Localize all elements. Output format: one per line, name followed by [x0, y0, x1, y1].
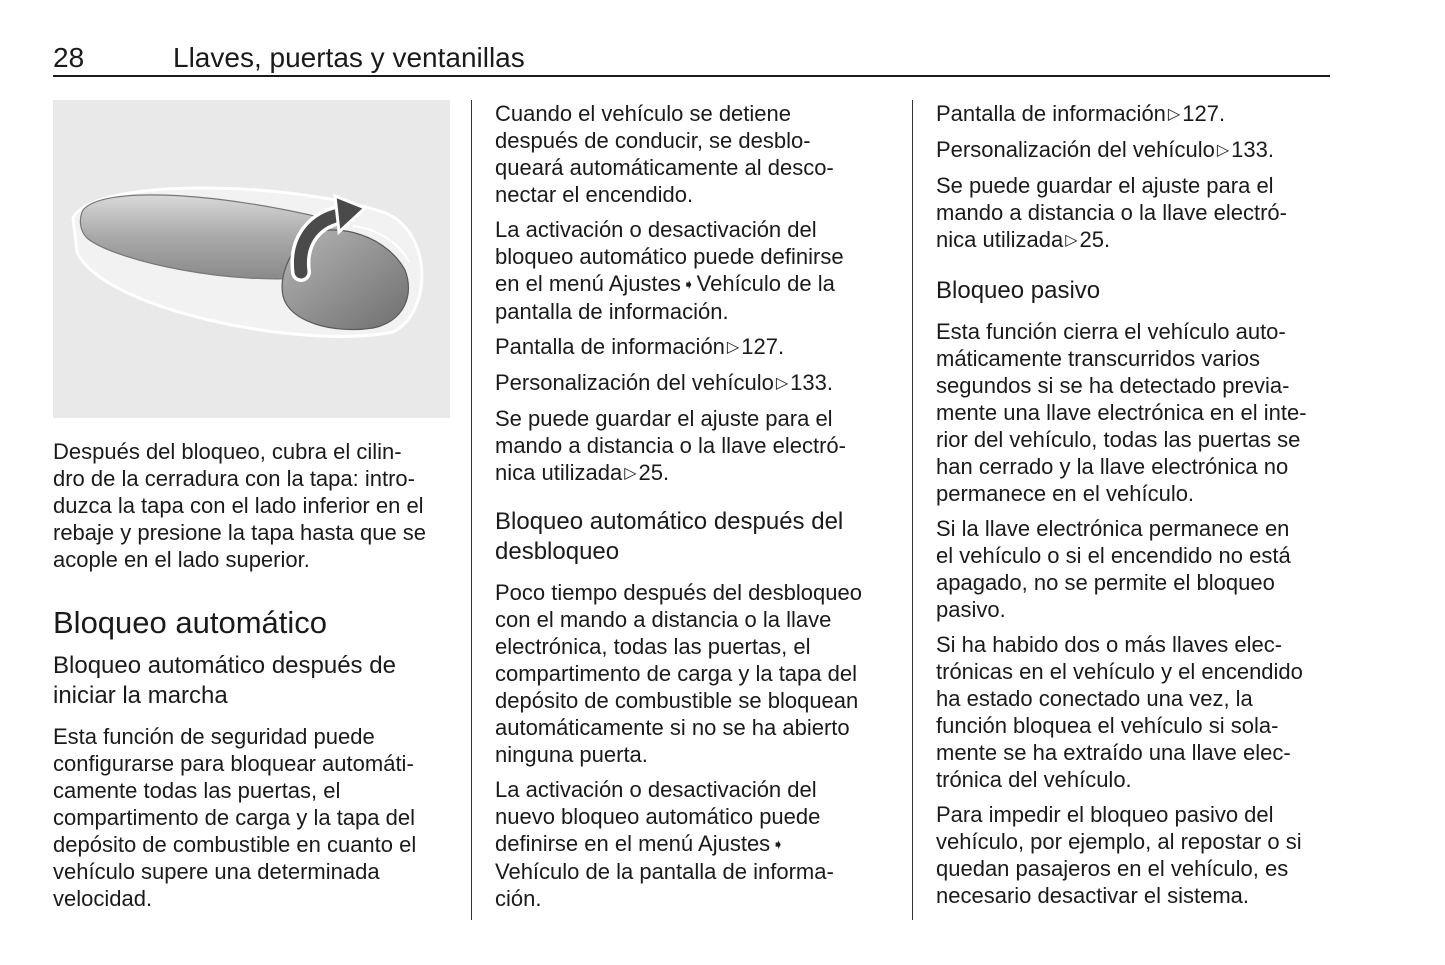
column-divider — [912, 100, 913, 920]
cross-reference[interactable]: Personalización del vehículo ▷133. — [495, 370, 833, 395]
section-title: Llaves, puertas y ventanillas — [173, 42, 525, 73]
page-number: 28 — [53, 42, 85, 73]
reference-arrow-icon: ▷ — [775, 375, 789, 392]
paragraph: Para impedir el bloqueo pasivo del vehículo, por ejemplo, al repostar o si quedan pasajeros en el vehículo, es necesario desactivar el sistema. — [936, 802, 1302, 908]
paragraph: Se puede guardar el ajuste para el mando a distancia o la llave electró- nica utilizada ▷25. — [495, 406, 846, 485]
paragraph: Cuando el vehículo se detiene después de conducir, se desblo- queará automáticamente al desco- nectar el encendido. — [495, 101, 834, 207]
paragraph: Si ha habido dos o más llaves elec- trónicas en el vehículo y el encendido ha estado conectado una vez, la función bloquea el vehículo si sola- mente se ha extraído una llave elec- trónica del vehículo. — [936, 632, 1303, 792]
paragraph: Se puede guardar el ajuste para el mando a distancia o la llave electró- nica utilizada ▷25. — [936, 173, 1287, 252]
paragraph: Esta función cierra el vehículo auto- máticamente transcurridos varios segundos si se ha detectado previa- mente una llave electrónica en el inte- rior del vehículo, todas las puertas se han cerrado y la llave electrónica no permanece en el vehículo. — [936, 319, 1307, 506]
heading-bloqueo-automatico: Bloqueo automático — [53, 605, 328, 640]
menu-vehiculo: Vehículo — [495, 859, 580, 884]
cross-reference[interactable]: Pantalla de información ▷127. — [495, 334, 785, 359]
cross-reference[interactable]: Pantalla de información ▷127. — [936, 101, 1226, 126]
reference-arrow-icon: ▷ — [1216, 142, 1230, 159]
column-2 — [495, 100, 895, 920]
door-handle-figure — [53, 100, 450, 418]
header-rule — [53, 75, 1330, 77]
reference-arrow-icon: ▷ — [1065, 232, 1078, 249]
cross-reference-page[interactable]: 25. — [1079, 227, 1111, 252]
reference-arrow-icon: ▷ — [1167, 106, 1181, 123]
column-3 — [936, 100, 1334, 917]
paragraph: Si la llave electrónica permanece en el vehículo o si el encendido no está apagado, no se permite el bloqueo pasivo. — [936, 516, 1291, 622]
subheading: Bloqueo automático después de iniciar la marcha — [53, 652, 396, 709]
paragraph: Después del bloqueo, cubra el cilin- dro de la cerradura con la tapa: intro- duzca la tapa con el lado inferior en el rebaje y presione la tapa hasta que se acople en el lado superior. — [53, 439, 427, 572]
menu-ajustes: Ajustes — [698, 831, 771, 856]
door-handle-illustration — [53, 100, 450, 418]
menu-ajustes: Ajustes — [608, 271, 681, 296]
page-header — [53, 40, 1330, 78]
subheading-bloqueo-pasivo: Bloqueo pasivo — [936, 277, 1101, 304]
paragraph: Esta función de seguridad puede configurarse para bloquear automáti- camente todas las puertas, el compartimento de carga y la tapa del depósito de combustible en cuanto el vehículo supere una determinada velocidad. — [53, 724, 417, 911]
paragraph: La activación o desactivación del nuevo bloqueo automático puede definirse en el menú Ajustes ➧ Vehículo de la pantalla de informa- ción. — [495, 777, 834, 911]
column-1 — [53, 100, 451, 920]
column-divider — [471, 100, 472, 920]
menu-arrow-icon: ➧ — [682, 276, 695, 292]
reference-arrow-icon: ▷ — [726, 339, 740, 356]
menu-vehiculo: Vehículo — [696, 271, 782, 296]
reference-arrow-icon: ▷ — [624, 465, 637, 482]
paragraph: Poco tiempo después del desbloqueo con el mando a distancia o la llave electrónica, todas las puertas, el compartimento de carga y la tapa del depósito de combustible se bloquean automáticamente si no se ha abierto ninguna puerta. — [495, 580, 862, 767]
cross-reference-page[interactable]: 25. — [638, 460, 670, 485]
subheading: Bloqueo automático después del desbloqueo — [495, 508, 844, 565]
menu-arrow-icon: ➧ — [772, 836, 784, 852]
paragraph: La activación o desactivación del bloqueo automático puede definirse en el menú Ajustes ➧Vehículo de la pantalla de información. — [495, 217, 844, 324]
cross-reference[interactable]: Personalización del vehículo ▷133. — [936, 137, 1274, 162]
